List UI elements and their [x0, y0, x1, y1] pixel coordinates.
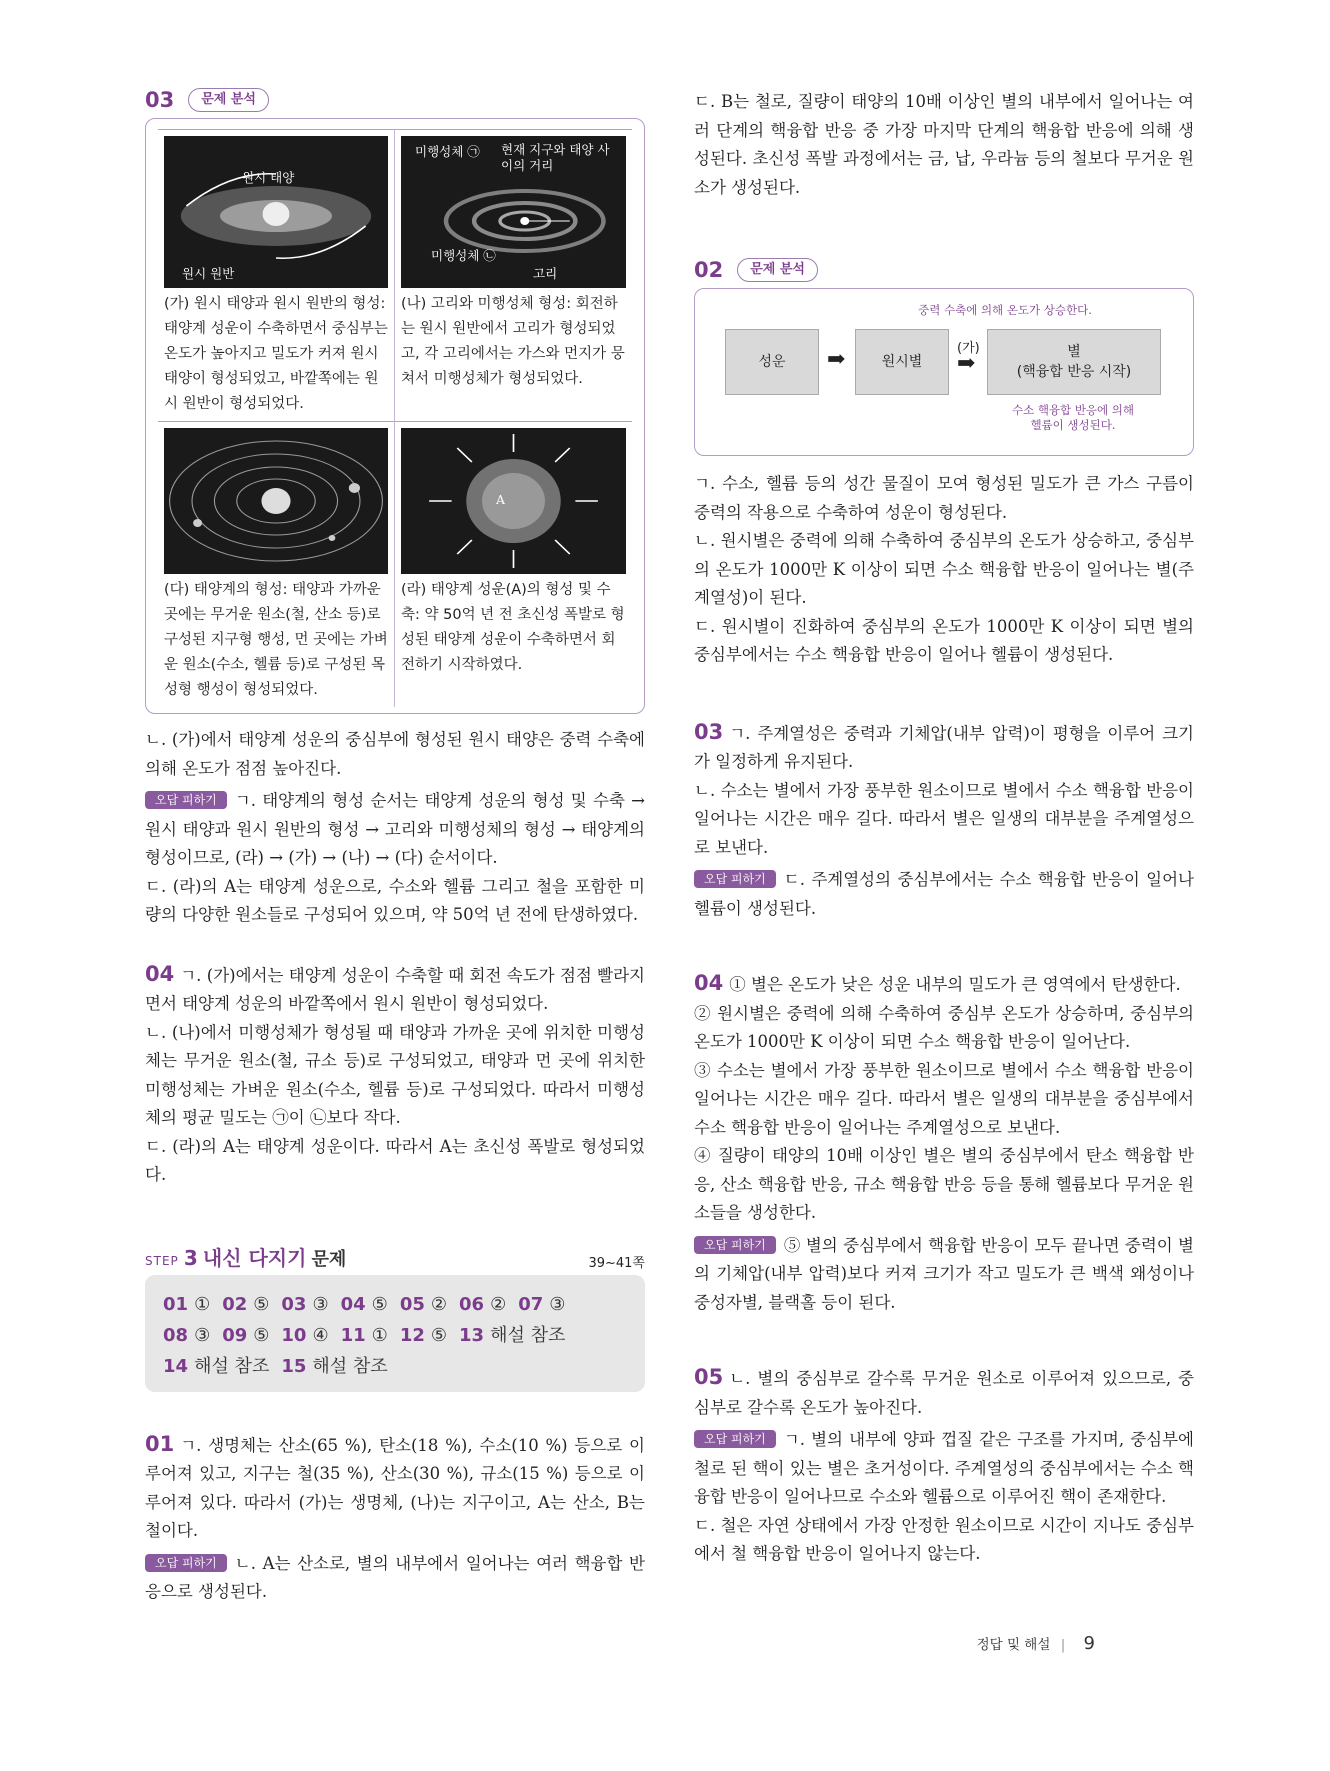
explanation-line: ㄴ. 원시별은 중력에 의해 수축하여 중심부의 온도가 상승하고, 중심부의 온도가 1000만 K 이상이 되면 수소 핵융합 반응이 일어나는 별(주계열성)이 된다. — [694, 531, 1194, 607]
explanation-line: ㄴ. (가)에서 태양계 성운의 중심부에 형성된 원시 태양은 중력 수축에 의해 온도가 점점 높아진다. — [145, 730, 645, 778]
star-formation-flow — [694, 288, 1194, 456]
explanation-line: ㄷ. 철은 자연 상태에서 가장 안정한 원소이므로 시간이 지나도 중심부에서 철 핵융합 반응이 일어나지 않는다. — [694, 1515, 1194, 1563]
earth-sun-distance-label: 현재 지구와 태양 사이의 거리 — [501, 142, 610, 173]
answer-number: 11 — [340, 1324, 366, 1346]
answer-value: 해설 참조 — [312, 1355, 388, 1377]
protosun-label: 원시 태양 — [242, 170, 295, 185]
answer-key-box — [145, 1275, 645, 1392]
explanation-line: ④ 질량이 태양의 10배 이상인 별은 별의 중심부에서 탄소 핵융합 반응, 산소 핵융합 반응, 규소 핵융합 반응 등을 통해 헬륨보다 무거운 원소들을 생성한다. — [694, 1146, 1194, 1222]
explanation-line: ㄷ. (라)의 A는 태양계 성운이다. 따라서 A는 초신성 폭발로 형성되었다. — [145, 1136, 645, 1184]
explanation-line: ㄴ. 수소는 별에서 가장 풍부한 원소이므로 별에서 수소 핵융합 반응이 일어나는 시간은 매우 길다. 따라서 별은 일생의 대부분을 주계열성으로 보낸다. — [694, 780, 1194, 857]
answer-value: ③ — [549, 1293, 566, 1315]
stage-ga-label: (가) — [957, 341, 980, 356]
wrong-answer-tag: 오답 피하기 — [694, 870, 776, 888]
explanation-line: ㄱ. 수소, 헬륨 등의 성간 물질이 모여 형성된 밀도가 큰 가스 구름이 중력의 작용으로 수축하여 성운이 형성된다. — [694, 474, 1194, 522]
explanation-line: ㄷ. (라)의 A는 태양계 성운으로, 수소와 헬륨 그리고 철을 포함한 미량의 다양한 원소들로 구성되어 있으며, 약 50억 년 전에 탄생하였다. — [145, 876, 645, 924]
step-title-sub: 문제 — [311, 1248, 347, 1270]
answer-number: 14 — [163, 1355, 189, 1377]
answer-value: ① — [371, 1324, 388, 1346]
wrong-answer-line — [694, 1232, 1194, 1318]
ring-label: 고리 — [533, 266, 558, 281]
answer-number: 12 — [399, 1324, 425, 1346]
fusion-start-label: (핵융합 반응 시작) — [1016, 364, 1132, 380]
explanation-line: ③ 수소는 별에서 가장 풍부한 원소이므로 별에서 수소 핵융합 반응이 일어나는 시간은 매우 길다. 따라서 별은 일생의 대부분을 중심부에서 수소 핵융합 반응이 일어나는 주계열성으로 보낸다. — [694, 1060, 1194, 1137]
answer-value: ⑤ — [253, 1324, 270, 1346]
nebula-graphic — [401, 428, 626, 574]
page-footer — [977, 1633, 1095, 1654]
answer-number: 06 — [459, 1293, 485, 1315]
nebula-node: 성운 — [725, 329, 819, 395]
answer-value: ② — [430, 1293, 448, 1315]
protostar-node: 원시별 — [855, 329, 949, 395]
wrong-answer-line — [694, 1426, 1194, 1512]
answer-value: 해설 참조 — [490, 1324, 566, 1346]
explanation-line — [694, 718, 1194, 777]
step3-title — [145, 1242, 346, 1271]
q01-explanation — [145, 1430, 645, 1607]
question-number: 05 — [694, 1365, 724, 1389]
left-column — [145, 88, 645, 1607]
solar-system-formation-figure — [145, 118, 645, 714]
q03-figure-header — [145, 88, 645, 112]
answer-number: 08 — [163, 1324, 189, 1346]
answer-value: ③ — [194, 1324, 211, 1346]
wrong-answer-line — [145, 787, 645, 873]
answer-number: 09 — [222, 1324, 248, 1346]
explanation-text: ㄱ. (가)에서는 태양계 성운이 수축할 때 회전 속도가 점점 빨라지면서 태양계 성운의 바깥쪽에서 원시 원반이 형성되었다. — [145, 965, 645, 1013]
answer-value: ③ — [312, 1293, 329, 1315]
caption-ga: (가) 원시 태양과 원시 원반의 형성: 태양계 성운이 수축하면서 중심부는 온도가 높아지고 밀도가 커져 원시 태양이 형성되었고, 바깥쪽에는 원시 원반이 형성되었다. — [164, 296, 388, 412]
q05-explanation — [694, 1363, 1194, 1569]
explanation-line: ㄴ. (나)에서 미행성체가 형성될 때 태양과 가까운 곳에 위치한 미행성체는 무거운 원소(철, 규소 등)로 구성되었고, 태양과 먼 곳에 위치한 미행성체는 가벼운 원소(수소, 헬륨 등)로 구성되었다. 따라서 미행성체의 평균 밀도는 ㉠이 ㉡보다 작다. — [145, 1022, 645, 1127]
wrong-answer-text: ㄴ. A는 산소로, 별의 내부에서 일어나는 여러 핵융합 반응으로 생성된다. — [145, 1553, 645, 1601]
explanation-text: ① 별은 온도가 낮은 성운 내부의 밀도가 큰 영역에서 탄생한다. — [729, 975, 1181, 994]
answer-row — [163, 1289, 627, 1320]
q03-explanation — [145, 726, 645, 930]
arrow-right-icon: ➡ — [827, 347, 846, 372]
question-number: 04 — [694, 971, 724, 995]
analysis-badge: 문제 분석 — [737, 258, 818, 282]
wrong-answer-tag: 오답 피하기 — [694, 1430, 776, 1448]
figure-panel-da — [158, 421, 395, 707]
caption-ra: (라) 태양계 성운(A)의 형성 및 수축: 약 50억 년 전 초신성 폭발로 형성된 태양계 성운이 수축하면서 회전하기 시작하였다. — [401, 582, 625, 673]
page-range: 39~41쪽 — [588, 1255, 645, 1271]
answer-number: 07 — [518, 1293, 544, 1315]
step-title-main: 내신 다지기 — [202, 1245, 307, 1270]
explanation-text: ㄱ. 주계열성은 중력과 기체압(내부 압력)이 평형을 이루어 크기가 일정하게 유지된다. — [694, 723, 1194, 771]
wrong-answer-tag: 오답 피하기 — [145, 791, 227, 809]
wrong-answer-text: ㄱ. 태양계의 형성 순서는 태양계 성운의 형성 및 수축 → 원시 태양과 원시 원반의 형성 → 고리와 미행성체의 형성 → 태양계의 형성이므로, (라) → (가) → (나) → (다) 순서이다. — [145, 791, 645, 867]
q04-right-explanation — [694, 969, 1194, 1317]
question-number: 02 — [694, 258, 724, 282]
explanation-text: ㄴ. 별의 중심부로 갈수록 무거운 원소로 이루어져 있으므로, 중심부로 갈수록 온도가 높아진다. — [694, 1369, 1194, 1417]
rings-image — [401, 136, 626, 288]
wrong-answer-text: ㄱ. 별의 내부에 양파 껍질 같은 구조를 가지며, 중심부에 철로 된 핵이 있는 별은 초거성이다. 주계열성의 중심부에서는 수소 핵융합 반응이 일어나므로 수소와 헬륨으로 이루어진 핵이 존재한다. — [694, 1430, 1194, 1506]
explanation-text: ㄱ. 생명체는 산소(65 %), 탄소(18 %), 수소(10 %) 등으로 이루어져 있고, 지구는 철(35 %), 산소(30 %), 규소(15 %) 등으로 이루어져 있다. 따라서 (가)는 생명체, (나)는 지구이고, A는 산소, B는 철이다. — [145, 1435, 645, 1540]
figure-panel-na — [395, 129, 632, 421]
planetesimal-a-label: 미행성체 ㉠ — [415, 144, 480, 159]
note-line: 수소 핵융합 반응에 의해 — [1011, 403, 1135, 417]
answer-number: 15 — [281, 1355, 307, 1377]
explanation-line: ㄷ. 원시별이 진화하여 중심부의 온도가 1000만 K 이상이 되면 별의 중심부에서는 수소 핵융합 반응이 일어나 헬륨이 생성된다. — [694, 616, 1194, 664]
answer-row — [163, 1351, 627, 1382]
gravity-note: 중력 수축에 의해 온도가 상승한다. — [918, 303, 1092, 317]
answer-number: 01 — [163, 1293, 189, 1315]
explanation-line — [694, 969, 1194, 1000]
planetesimal-b-label: 미행성체 ㉡ — [431, 248, 496, 263]
explanation-line — [145, 960, 645, 1019]
answer-number: 13 — [459, 1324, 485, 1346]
analysis-badge: 문제 분석 — [188, 88, 269, 112]
answer-number: 04 — [340, 1293, 366, 1315]
explanation-line — [145, 1430, 645, 1546]
protodisk-label: 원시 원반 — [182, 266, 235, 281]
star-label: 별 — [1067, 344, 1081, 360]
wrong-answer-tag: 오답 피하기 — [694, 1236, 776, 1254]
wrong-answer-text: ⑤ 별의 중심부에서 핵융합 반응이 모두 끝나면 중력이 별의 기체압(내부 압력)보다 커져 크기가 작고 밀도가 큰 백색 왜성이나 중성자별, 블랙홀 등이 된다. — [694, 1235, 1194, 1312]
answer-number: 10 — [281, 1324, 307, 1346]
figure-panel-ra — [395, 421, 632, 707]
explanation-line: ② 원시별은 중력에 의해 수축하여 중심부 온도가 상승하며, 중심부의 온도가 1000만 K 이상이 되면 수소 핵융합 반응이 일어난다. — [694, 1003, 1194, 1051]
solar-system-graphic — [164, 428, 388, 574]
step3-section — [145, 1242, 645, 1392]
explanation-line — [694, 1363, 1194, 1422]
question-number: 03 — [694, 719, 724, 744]
answer-value: ④ — [312, 1324, 329, 1346]
q04-explanation — [145, 960, 645, 1190]
answer-key — [163, 1289, 627, 1382]
question-number: 03 — [145, 88, 175, 112]
answer-value: ② — [490, 1293, 507, 1315]
wrong-answer-text: ㄷ. 주계열성의 중심부에서는 수소 핵융합 반응이 일어나 헬륨이 생성된다. — [694, 870, 1194, 918]
figure-panel-ga — [158, 129, 395, 421]
right-column — [694, 88, 1194, 1569]
arrow-right-icon: ➡ — [957, 351, 976, 376]
caption-da: (다) 태양계의 형성: 태양과 가까운 곳에는 무거운 원소(철, 산소 등)로 구성된 지구형 행성, 먼 곳에는 가벼운 원소(수소, 헬륨 등)로 구성된 목성형 행성이 형성되었다. — [164, 582, 388, 698]
q02-section — [694, 258, 1194, 670]
question-number: 01 — [145, 1431, 175, 1456]
step-number: 3 — [183, 1245, 198, 1270]
hydrogen-fusion-note — [973, 403, 1173, 433]
step3-header — [145, 1242, 645, 1271]
answer-value: ① — [194, 1293, 211, 1315]
wrong-answer-tag: 오답 피하기 — [145, 1554, 227, 1572]
q02-header — [694, 258, 1194, 282]
wrong-answer-line — [694, 866, 1194, 923]
step-label: STEP — [145, 1253, 179, 1268]
q03-right-explanation — [694, 718, 1194, 924]
answer-number: 02 — [222, 1293, 248, 1315]
answer-row — [163, 1320, 627, 1351]
wrong-answer-line — [145, 1550, 645, 1607]
caption-na: (나) 고리와 미행성체 형성: 회전하는 원시 원반에서 고리가 형성되었고, 각 고리에서는 가스와 먼지가 뭉쳐서 미행성체가 형성되었다. — [401, 296, 625, 387]
q02-explanation — [694, 470, 1194, 670]
solar-system-image — [164, 428, 388, 574]
star-node — [987, 329, 1161, 395]
answer-value: ⑤ — [371, 1293, 388, 1315]
answer-value: ⑤ — [430, 1324, 448, 1346]
answer-value: ⑤ — [253, 1293, 270, 1315]
note-line: 헬륨이 생성된다. — [1030, 418, 1116, 432]
answer-value: 해설 참조 — [194, 1355, 270, 1377]
question-number: 04 — [145, 961, 175, 986]
page-number: 9 — [1083, 1633, 1095, 1654]
footer-divider: | — [1060, 1637, 1066, 1653]
explanation-line: ㄷ. B는 철로, 질량이 태양의 10배 이상인 별의 내부에서 일어나는 여러 단계의 핵융합 반응 중 가장 마지막 단계의 핵융합 반응에 의해 생성된다. 초신성 폭발 과정에서는 금, 납, 우라늄 등의 철보다 무거운 원소가 생성된다. — [694, 92, 1194, 197]
nebula-image — [401, 428, 626, 574]
footer-label: 정답 및 해설 — [976, 1637, 1051, 1653]
answer-number: 03 — [281, 1293, 307, 1315]
protosun-image — [164, 136, 388, 288]
nebula-a-label: A — [496, 492, 506, 507]
answer-number: 05 — [399, 1293, 425, 1315]
